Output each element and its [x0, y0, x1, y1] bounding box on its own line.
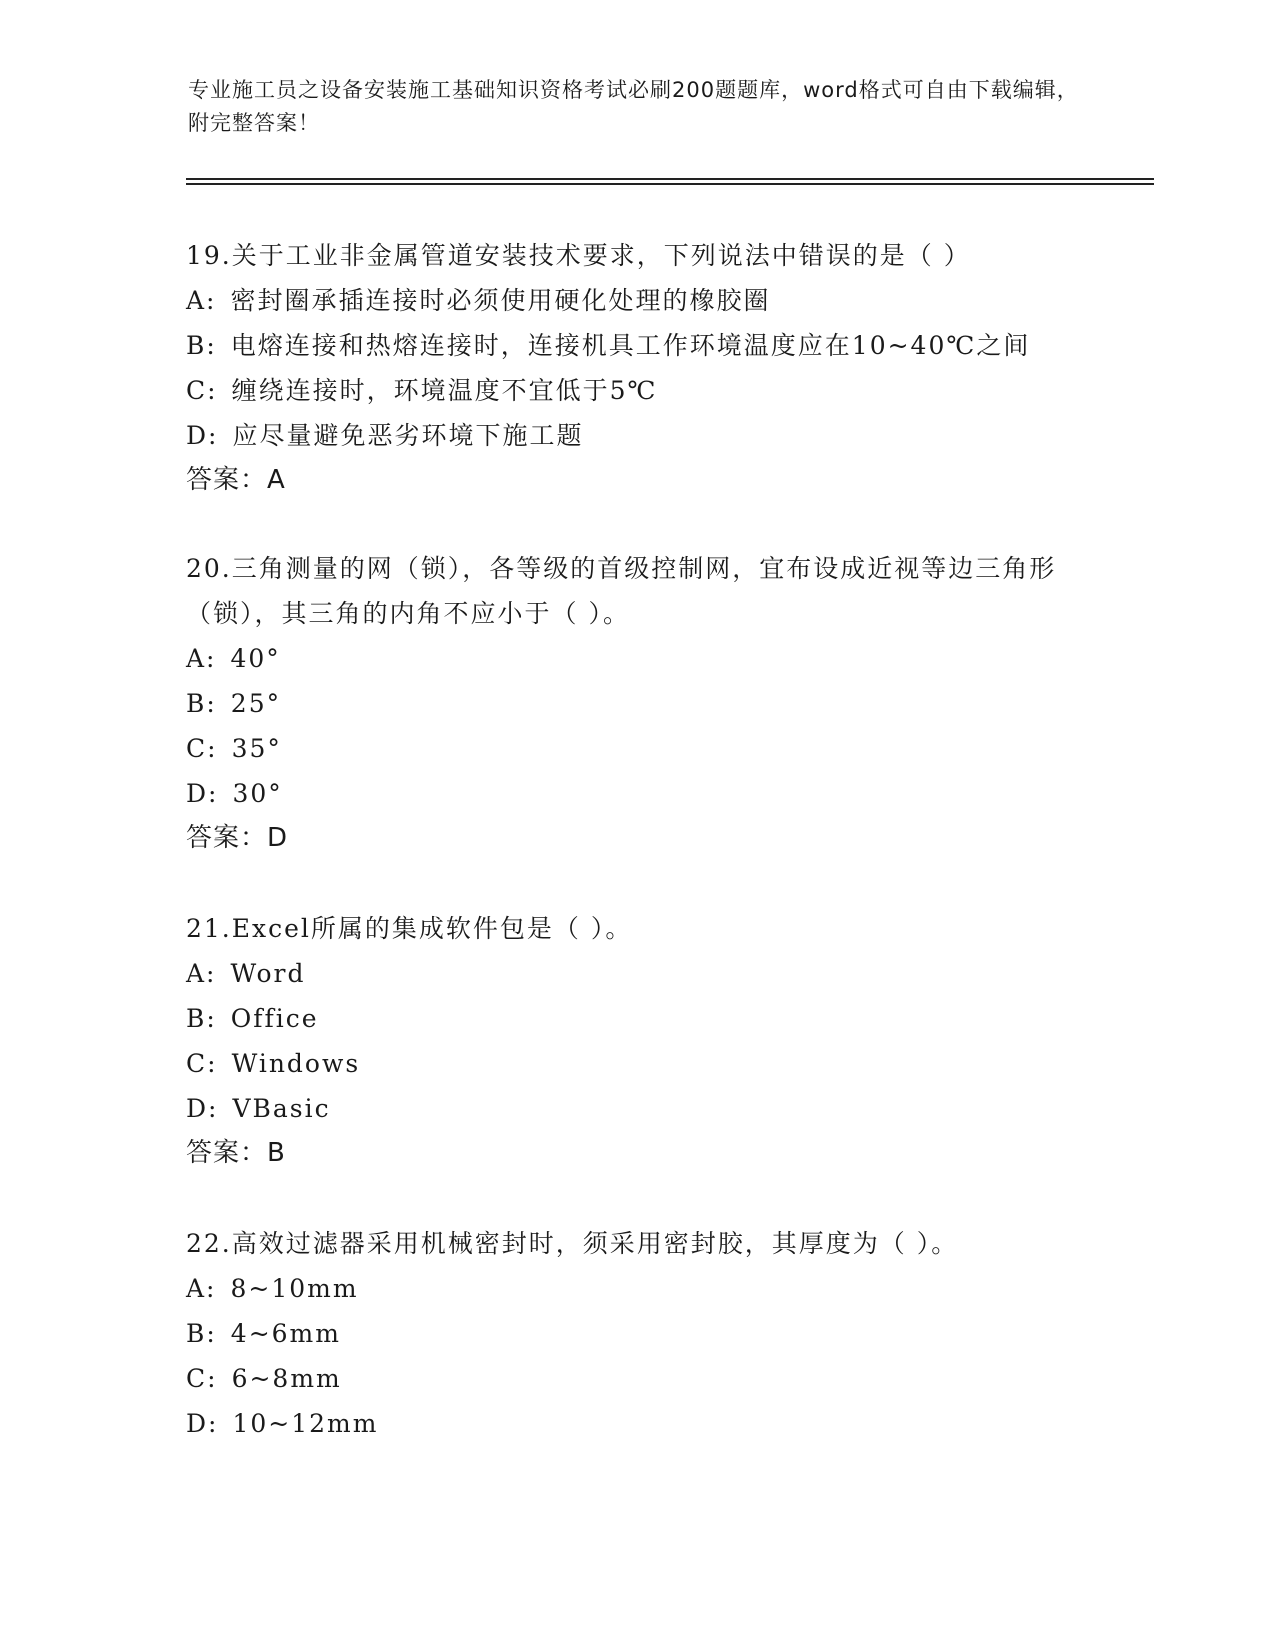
question-title: 22.高效过滤器采用机械密封时，须采用密封胶，其厚度为（ ）。	[186, 1229, 959, 1258]
option-a	[186, 1266, 1086, 1311]
option-text: 30°	[232, 779, 283, 808]
option-text: 10~12mm	[232, 1409, 379, 1438]
option-key: C:	[186, 1049, 218, 1078]
answer: 答案：A	[186, 465, 286, 495]
option-c	[186, 1041, 1086, 1086]
option-text: VBasic	[232, 1094, 331, 1123]
option-text: 25°	[230, 689, 282, 718]
option-key: D:	[186, 1409, 219, 1438]
option-text: 缠绕连接时，环境温度不宜低于5℃	[231, 376, 658, 405]
document-header: 专业施工员之设备安装施工基础知识资格考试必刷200题题库，word格式可自由下载编辑，附完整答案！	[188, 78, 1079, 135]
option-key: B:	[186, 1004, 217, 1033]
question-21	[186, 906, 1086, 1176]
option-a	[186, 636, 1086, 681]
option-b	[186, 1311, 1086, 1356]
answer: 答案：D	[186, 823, 289, 853]
option-key: B:	[186, 331, 217, 360]
option-text: 40°	[230, 644, 281, 673]
answer: 答案：B	[186, 1138, 286, 1168]
option-d	[186, 771, 1086, 816]
option-text: 应尽量避免恶劣环境下施工题	[232, 421, 584, 450]
header-divider-top	[186, 178, 1154, 180]
question-22	[186, 1221, 1086, 1446]
option-key: A:	[186, 644, 217, 673]
option-b	[186, 681, 1086, 726]
option-key: A:	[186, 1274, 217, 1303]
option-key: C:	[186, 376, 218, 405]
option-c	[186, 1356, 1086, 1401]
option-text: 密封圈承插连接时必须使用硬化处理的橡胶圈	[230, 286, 771, 315]
header-divider-bottom	[186, 183, 1154, 185]
option-b	[186, 996, 1086, 1041]
option-key: D:	[186, 421, 219, 450]
option-key: B:	[186, 1319, 217, 1348]
option-d	[186, 413, 1086, 458]
option-text: 35°	[231, 734, 282, 763]
option-key: C:	[186, 734, 218, 763]
option-key: D:	[186, 1094, 219, 1123]
option-d	[186, 1086, 1086, 1131]
question-20	[186, 546, 1086, 861]
option-text: Word	[230, 959, 306, 988]
option-c	[186, 726, 1086, 771]
option-d	[186, 1401, 1086, 1446]
option-a	[186, 278, 1086, 323]
option-c	[186, 368, 1086, 413]
option-key: B:	[186, 689, 217, 718]
option-text: Windows	[231, 1049, 361, 1078]
option-a	[186, 951, 1086, 996]
question-19	[186, 233, 1086, 503]
question-title: 20.三角测量的网（锁），各等级的首级控制网，宜布设成近视等边三角形（锁），其三角的内角不应小于（ ）。	[186, 554, 1057, 628]
option-text: 电熔连接和热熔连接时，连接机具工作环境温度应在10~40℃之间	[230, 331, 1031, 360]
question-title: 21.Excel所属的集成软件包是（ ）。	[186, 914, 633, 943]
option-b	[186, 323, 1086, 368]
option-text: 6~8mm	[231, 1364, 342, 1393]
option-text: Office	[230, 1004, 319, 1033]
option-key: A:	[186, 959, 217, 988]
option-key: D:	[186, 779, 219, 808]
option-text: 4~6mm	[230, 1319, 341, 1348]
question-title: 19.关于工业非金属管道安装技术要求，下列说法中错误的是（ ）	[186, 241, 971, 270]
option-key: A:	[186, 286, 217, 315]
option-text: 8~10mm	[230, 1274, 359, 1303]
option-key: C:	[186, 1364, 218, 1393]
